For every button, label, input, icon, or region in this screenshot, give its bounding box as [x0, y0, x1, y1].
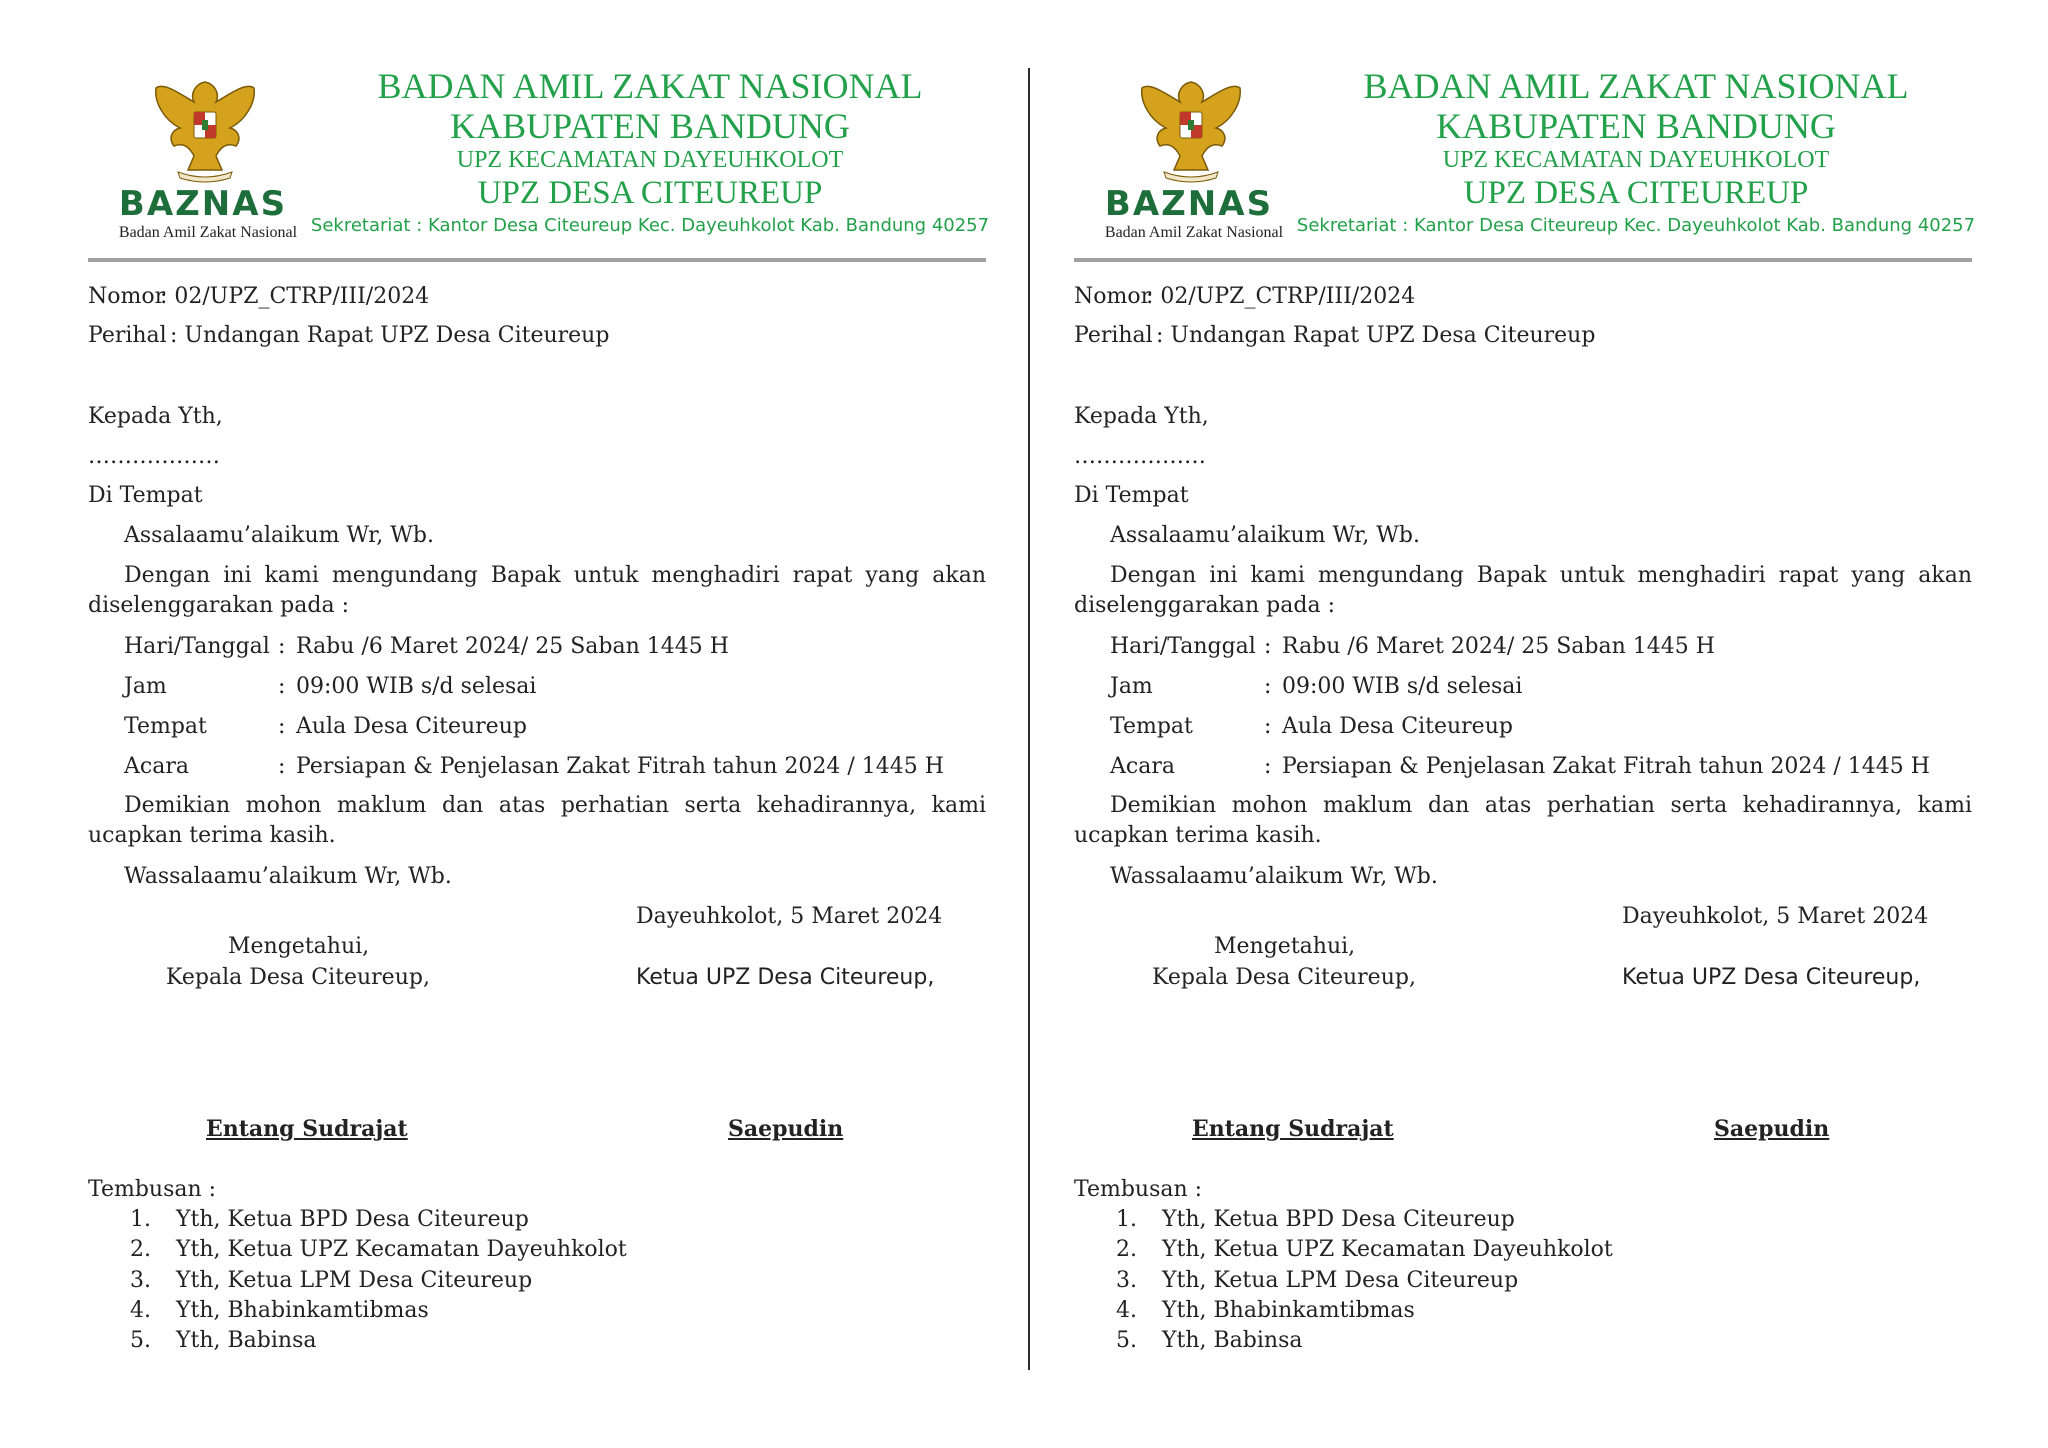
cc-number: 3. — [130, 1268, 151, 1293]
cc-item: Yth, Ketua BPD Desa Citeureup — [176, 1207, 529, 1232]
perihal-label: Perihal — [1074, 323, 1153, 348]
letterhead-line-4: UPZ DESA CITEUREUP — [1463, 175, 1809, 211]
right-signatory-title: Ketua UPZ Desa Citeureup, — [636, 965, 935, 990]
cc-item: Yth, Ketua UPZ Kecamatan Dayeuhkolot — [176, 1237, 627, 1262]
recipient-placeholder: ……………… — [88, 444, 220, 469]
detail-separator: : — [1264, 714, 1272, 739]
cc-item: Yth, Ketua LPM Desa Citeureup — [1162, 1268, 1519, 1293]
cc-number: 3. — [1116, 1268, 1137, 1293]
cc-number: 5. — [130, 1328, 151, 1353]
right-signatory-name: Saepudin — [728, 1116, 844, 1142]
detail-label: Acara — [124, 754, 189, 779]
recipient-place: Di Tempat — [88, 483, 203, 508]
nomor-label: Nomor — [88, 284, 166, 309]
detail-separator: : — [1264, 754, 1272, 779]
cc-item: Yth, Ketua UPZ Kecamatan Dayeuhkolot — [1162, 1237, 1613, 1262]
letterhead-line-3: UPZ KECAMATAN DAYEUHKOLOT — [1442, 147, 1830, 173]
right-signatory-name: Saepudin — [1714, 1116, 1830, 1142]
intro-line-2: diselenggarakan pada : — [88, 593, 349, 618]
closing-line-1: Demikian mohon maklum dan atas perhatian serta kehadirannya, kami — [124, 793, 986, 818]
left-signatory-title: Kepala Desa Citeureup, — [1152, 965, 1416, 990]
logo-subtitle: Badan Amil Zakat Nasional — [118, 224, 298, 241]
letterhead-line-4: UPZ DESA CITEUREUP — [477, 175, 823, 211]
detail-label: Jam — [1110, 674, 1153, 699]
perihal-label: Perihal — [88, 323, 167, 348]
nomor-value: : 02/UPZ_CTRP/III/2024 — [160, 284, 430, 309]
cc-item: Yth, Ketua BPD Desa Citeureup — [1162, 1207, 1515, 1232]
intro-line-1: Dengan ini kami mengundang Bapak untuk menghadiri rapat yang akan — [1110, 563, 1972, 588]
detail-label: Tempat — [1110, 714, 1193, 739]
letterhead-line-3: UPZ KECAMATAN DAYEUHKOLOT — [456, 147, 844, 173]
greeting: Assalaamu’alaikum Wr, Wb. — [124, 523, 434, 548]
cc-number: 1. — [1116, 1207, 1137, 1232]
recipient-placeholder: ……………… — [1074, 444, 1206, 469]
left-signatory-name: Entang Sudrajat — [206, 1116, 408, 1142]
baznas-logo — [1078, 72, 1308, 244]
letter-copy-right — [986, 0, 1986, 1448]
recipient-heading: Kepada Yth, — [1074, 404, 1209, 429]
cc-number: 5. — [1116, 1328, 1137, 1353]
letterhead-divider — [88, 258, 986, 262]
place-date: Dayeuhkolot, 5 Maret 2024 — [1622, 904, 1929, 929]
detail-separator: : — [1264, 674, 1272, 699]
perihal-value: : Undangan Rapat UPZ Desa Citeureup — [1156, 323, 1596, 348]
letterhead-line-1: BADAN AMIL ZAKAT NASIONAL — [377, 66, 923, 106]
cc-number: 2. — [1116, 1237, 1137, 1262]
greeting: Assalaamu’alaikum Wr, Wb. — [1110, 523, 1420, 548]
nomor-value: : 02/UPZ_CTRP/III/2024 — [1146, 284, 1416, 309]
logo-subtitle: Badan Amil Zakat Nasional — [1104, 224, 1284, 241]
letterhead-divider — [1074, 258, 1972, 262]
detail-separator: : — [278, 634, 286, 659]
detail-value: 09:00 WIB s/d selesai — [1282, 674, 1523, 699]
detail-value: Persiapan & Penjelasan Zakat Fitrah tahun 2024 / 1445 H — [296, 754, 944, 779]
acknowledged-label: Mengetahui, — [1214, 934, 1356, 959]
right-signatory-title: Ketua UPZ Desa Citeureup, — [1622, 965, 1921, 990]
garuda-emblem-icon — [150, 72, 260, 184]
detail-label: Hari/Tanggal — [1110, 634, 1256, 659]
left-signatory-title: Kepala Desa Citeureup, — [166, 965, 430, 990]
place-date: Dayeuhkolot, 5 Maret 2024 — [636, 904, 943, 929]
cc-number: 4. — [1116, 1298, 1137, 1323]
perihal-value: : Undangan Rapat UPZ Desa Citeureup — [170, 323, 610, 348]
detail-separator: : — [278, 714, 286, 739]
cc-label: Tembusan : — [88, 1177, 217, 1202]
intro-line-2: diselenggarakan pada : — [1074, 593, 1335, 618]
logo-wordmark: BAZNAS — [1104, 184, 1274, 224]
baznas-logo — [92, 72, 322, 244]
cc-item: Yth, Ketua LPM Desa Citeureup — [176, 1268, 533, 1293]
cc-item: Yth, Bhabinkamtibmas — [176, 1298, 429, 1323]
closing-greeting: Wassalaamu’alaikum Wr, Wb. — [124, 864, 452, 889]
detail-separator: : — [278, 754, 286, 779]
recipient-place: Di Tempat — [1074, 483, 1189, 508]
letterhead-line-2: KABUPATEN BANDUNG — [450, 106, 850, 146]
closing-line-2: ucapkan terima kasih. — [1074, 823, 1322, 848]
detail-label: Tempat — [124, 714, 207, 739]
detail-value: Rabu /6 Maret 2024/ 25 Saban 1445 H — [1282, 634, 1715, 659]
cc-number: 1. — [130, 1207, 151, 1232]
cc-item: Yth, Bhabinkamtibmas — [1162, 1298, 1415, 1323]
detail-label: Acara — [1110, 754, 1175, 779]
closing-line-2: ucapkan terima kasih. — [88, 823, 336, 848]
detail-value: 09:00 WIB s/d selesai — [296, 674, 537, 699]
detail-value: Rabu /6 Maret 2024/ 25 Saban 1445 H — [296, 634, 729, 659]
detail-value: Persiapan & Penjelasan Zakat Fitrah tahun 2024 / 1445 H — [1282, 754, 1930, 779]
detail-value: Aula Desa Citeureup — [1282, 714, 1513, 739]
letterhead-address: Sekretariat : Kantor Desa Citeureup Kec. Dayeuhkolot Kab. Bandung 40257 — [310, 215, 990, 236]
acknowledged-label: Mengetahui, — [228, 934, 370, 959]
detail-label: Jam — [124, 674, 167, 699]
left-signatory-name: Entang Sudrajat — [1192, 1116, 1394, 1142]
cc-number: 2. — [130, 1237, 151, 1262]
recipient-heading: Kepada Yth, — [88, 404, 223, 429]
closing-line-1: Demikian mohon maklum dan atas perhatian serta kehadirannya, kami — [1110, 793, 1972, 818]
letterhead-line-2: KABUPATEN BANDUNG — [1436, 106, 1836, 146]
closing-greeting: Wassalaamu’alaikum Wr, Wb. — [1110, 864, 1438, 889]
cc-label: Tembusan : — [1074, 1177, 1203, 1202]
logo-wordmark: BAZNAS — [118, 184, 288, 224]
nomor-label: Nomor — [1074, 284, 1152, 309]
detail-separator: : — [1264, 634, 1272, 659]
detail-label: Hari/Tanggal — [124, 634, 270, 659]
intro-line-1: Dengan ini kami mengundang Bapak untuk menghadiri rapat yang akan — [124, 563, 986, 588]
letterhead-line-1: BADAN AMIL ZAKAT NASIONAL — [1363, 66, 1909, 106]
letter-copy-left — [0, 0, 1000, 1448]
detail-value: Aula Desa Citeureup — [296, 714, 527, 739]
cc-number: 4. — [130, 1298, 151, 1323]
letterhead-address: Sekretariat : Kantor Desa Citeureup Kec. Dayeuhkolot Kab. Bandung 40257 — [1296, 215, 1976, 236]
cc-item: Yth, Babinsa — [1162, 1328, 1303, 1353]
detail-separator: : — [278, 674, 286, 699]
cc-item: Yth, Babinsa — [176, 1328, 317, 1353]
garuda-emblem-icon — [1136, 72, 1246, 184]
